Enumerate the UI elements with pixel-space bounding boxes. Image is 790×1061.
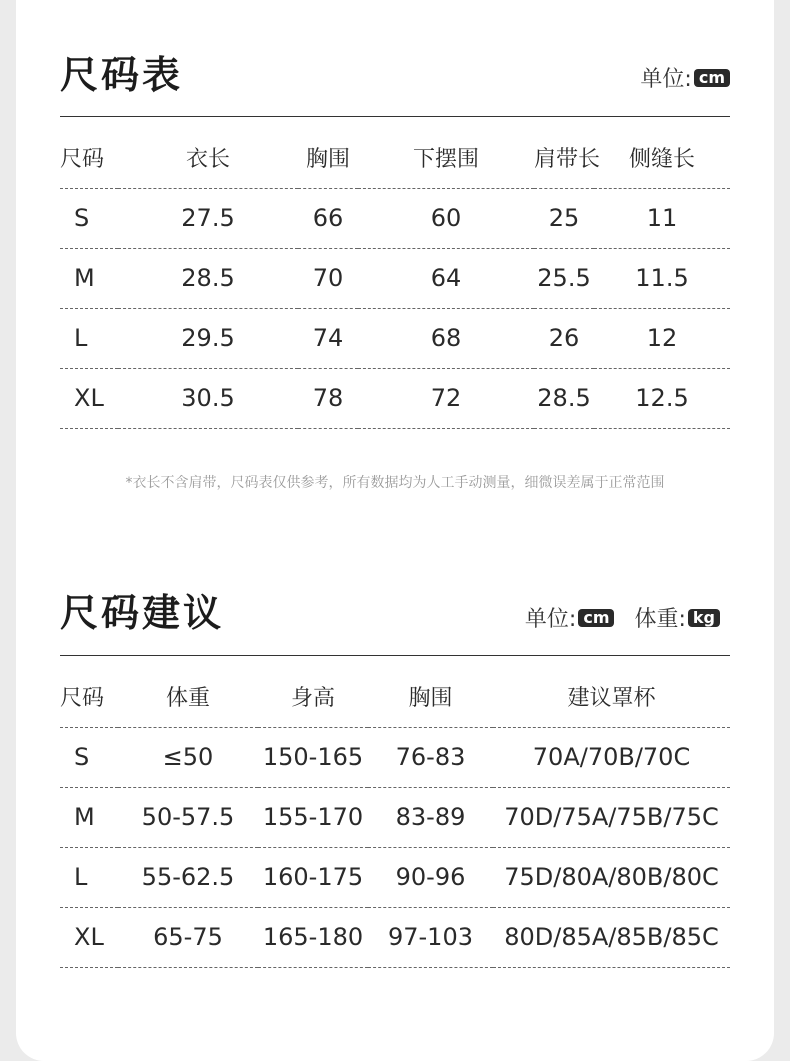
value-cell: 28.5 (534, 368, 594, 428)
value-cell: 27.5 (118, 188, 298, 248)
value-cell: 97-103 (368, 907, 493, 967)
size-cell: L (60, 308, 118, 368)
size-advice-top-rule (60, 655, 730, 656)
value-cell: 75D/80A/80B/80C (493, 847, 730, 907)
size-advice-title: 尺码建议 (60, 591, 225, 635)
value-cell: 70A/70B/70C (493, 727, 730, 787)
size-cell: L (60, 847, 118, 907)
column-header: 肩带长 (534, 127, 594, 188)
size-chart-section (60, 0, 730, 520)
size-cell: XL (60, 368, 118, 428)
size-chart-note: *衣长不含肩带，尺码表仅供参考，所有数据均为人工手动测量，细微误差属于正常范围 (125, 475, 665, 491)
value-cell: 25 (534, 188, 594, 248)
value-cell: 155-170 (258, 787, 368, 847)
value-cell: 55-62.5 (118, 847, 258, 907)
value-cell: 80D/85A/85B/85C (493, 907, 730, 967)
size-chart-table (60, 127, 730, 429)
value-cell: 26 (534, 308, 594, 368)
table-header-row (60, 666, 730, 727)
column-header: 下摆围 (358, 127, 534, 188)
value-cell: 11.5 (594, 248, 730, 308)
value-cell: 68 (358, 308, 534, 368)
value-cell: 25.5 (534, 248, 594, 308)
table-row (60, 727, 730, 787)
value-cell: 165-180 (258, 907, 368, 967)
unit-badge: cm (578, 609, 614, 627)
value-cell: 12.5 (594, 368, 730, 428)
table-row (60, 907, 730, 967)
weight-label: 体重: (634, 607, 686, 632)
value-cell: 11 (594, 188, 730, 248)
value-cell: 160-175 (258, 847, 368, 907)
weight-badge: kg (688, 609, 720, 627)
value-cell: 70 (298, 248, 358, 308)
column-header: 身高 (258, 666, 368, 727)
size-advice-units (525, 602, 720, 633)
size-cell: S (60, 188, 118, 248)
value-cell: 76-83 (368, 727, 493, 787)
size-advice-table (60, 666, 730, 968)
table-row (60, 368, 730, 428)
value-cell: ≤50 (118, 727, 258, 787)
value-cell: 74 (298, 308, 358, 368)
unit-label: 单位: (524, 607, 577, 632)
value-cell: 150-165 (258, 727, 368, 787)
value-cell: 72 (358, 368, 534, 428)
size-cell: M (60, 248, 118, 308)
value-cell: 90-96 (368, 847, 493, 907)
value-cell: 30.5 (118, 368, 298, 428)
value-cell: 66 (298, 188, 358, 248)
size-cell: M (60, 787, 118, 847)
size-advice-section (60, 560, 730, 990)
size-chart-unit (640, 62, 730, 93)
column-header: 侧缝长 (594, 127, 730, 188)
column-header: 胸围 (368, 666, 493, 727)
value-cell: 12 (594, 308, 730, 368)
unit-badge: cm (694, 69, 730, 87)
column-header: 尺码 (60, 666, 118, 727)
value-cell: 60 (358, 188, 534, 248)
column-header: 尺码 (60, 127, 118, 188)
value-cell: 78 (298, 368, 358, 428)
value-cell: 50-57.5 (118, 787, 258, 847)
table-header-row (60, 127, 730, 188)
table-row (60, 188, 730, 248)
column-header: 建议罩杯 (493, 666, 730, 727)
table-row (60, 248, 730, 308)
value-cell: 29.5 (118, 308, 298, 368)
table-row (60, 787, 730, 847)
table-row (60, 847, 730, 907)
column-header: 衣长 (118, 127, 298, 188)
size-chart-title: 尺码表 (60, 53, 184, 97)
value-cell: 83-89 (368, 787, 493, 847)
size-chart-top-rule (60, 116, 730, 117)
value-cell: 70D/75A/75B/75C (493, 787, 730, 847)
value-cell: 65-75 (118, 907, 258, 967)
value-cell: 28.5 (118, 248, 298, 308)
size-cell: XL (60, 907, 118, 967)
column-header: 胸围 (298, 127, 358, 188)
column-header: 体重 (118, 666, 258, 727)
value-cell: 64 (358, 248, 534, 308)
size-cell: S (60, 727, 118, 787)
table-row (60, 308, 730, 368)
unit-label: 单位: (640, 67, 692, 92)
